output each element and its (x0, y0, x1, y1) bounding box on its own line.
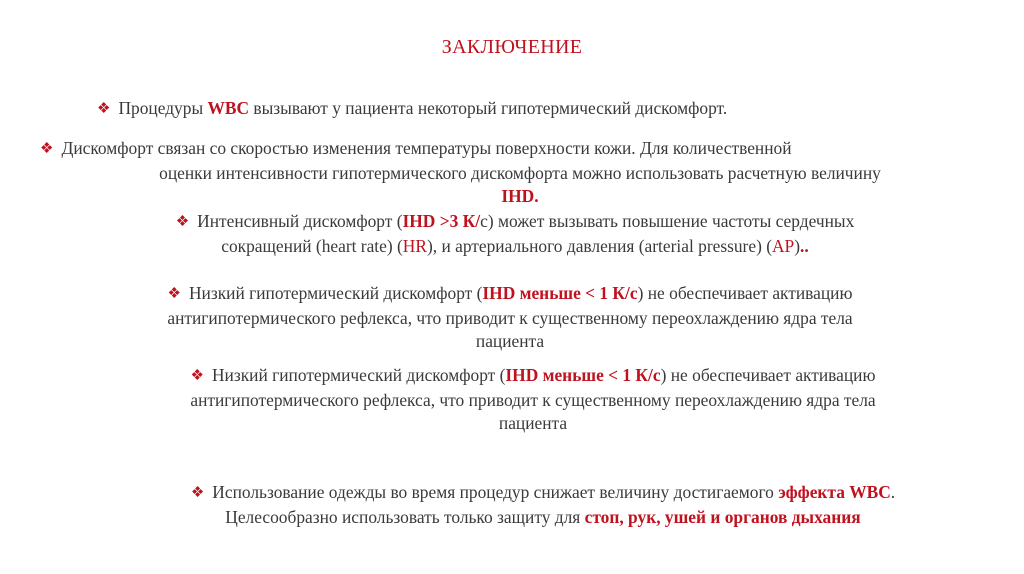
text: . (890, 482, 896, 502)
text: Интенсивный дискомфорт ( (197, 211, 403, 231)
hr-term: HR (402, 236, 427, 256)
diamond-bullet-icon: ❖ (97, 101, 111, 117)
text: .. (800, 236, 809, 256)
text-line: антигипотермического рефлекса, что приводит к существенному переохлаждению ядра тела (190, 390, 876, 410)
text: ) не обеспечивает активацию (660, 365, 876, 385)
ap-term: AP (772, 236, 795, 256)
effect-wbc-term: эффекта WBC (778, 482, 891, 502)
bullet-clothing (103, 481, 983, 529)
diamond-bullet-icon: ❖ (40, 141, 54, 157)
text: ) (794, 236, 801, 256)
text-line: Дискомфорт связан со скоростью изменения температуры поверхности кожи. Для количественной (61, 138, 792, 158)
bullet-intensive-discomfort (75, 210, 955, 258)
diamond-bullet-icon: ❖ (190, 368, 204, 384)
text: Целесообразно использовать только защиту для (225, 507, 585, 527)
wbc-term: WBC (207, 98, 250, 118)
text: ) не обеспечивает активацию (637, 283, 853, 303)
text: ), и артериального давления (arterial pressure) ( (426, 236, 772, 256)
text: вызывают у пациента некоторый гипотермический дискомфорт. (249, 98, 728, 118)
protected-body-parts: стоп, рук, ушей и органов дыхания (584, 507, 861, 527)
diamond-bullet-icon: ❖ (167, 286, 181, 302)
text: Низкий гипотермический дискомфорт ( (188, 283, 483, 303)
text: с) может вызывать повышение частоты сердечных (480, 211, 855, 231)
text-line: пациента (498, 413, 568, 433)
text-line: антигипотермического рефлекса, что приводит к существенному переохлаждению ядра тела (167, 308, 853, 328)
diamond-bullet-icon: ❖ (190, 485, 205, 501)
bullet-wbc-procedures (97, 97, 727, 122)
text: Низкий гипотермический дискомфорт ( (211, 365, 506, 385)
ihd-value: IHD >3 К/ (402, 211, 481, 231)
slide-title: ЗАКЛЮЧЕНИЕ (441, 36, 583, 58)
text: Процедуры (118, 98, 208, 118)
text: сокращений (heart rate) ( (221, 236, 403, 256)
text-line: оценки интенсивности гипотермического дискомфорта можно использовать расчетную величину (159, 163, 881, 183)
text-line: пациента (475, 331, 545, 351)
ihd-value: IHD меньше < 1 К/с (482, 283, 638, 303)
ihd-value: IHD меньше < 1 К/с (505, 365, 661, 385)
diamond-bullet-icon: ❖ (175, 214, 190, 230)
text: Использование одежды во время процедур снижает величину достигаемого (212, 482, 779, 502)
bullet-discomfort-rate (40, 137, 1000, 208)
ihd-term: IHD. (501, 186, 539, 206)
bullet-low-discomfort-1 (70, 282, 950, 353)
bullet-low-discomfort-2 (93, 364, 973, 435)
